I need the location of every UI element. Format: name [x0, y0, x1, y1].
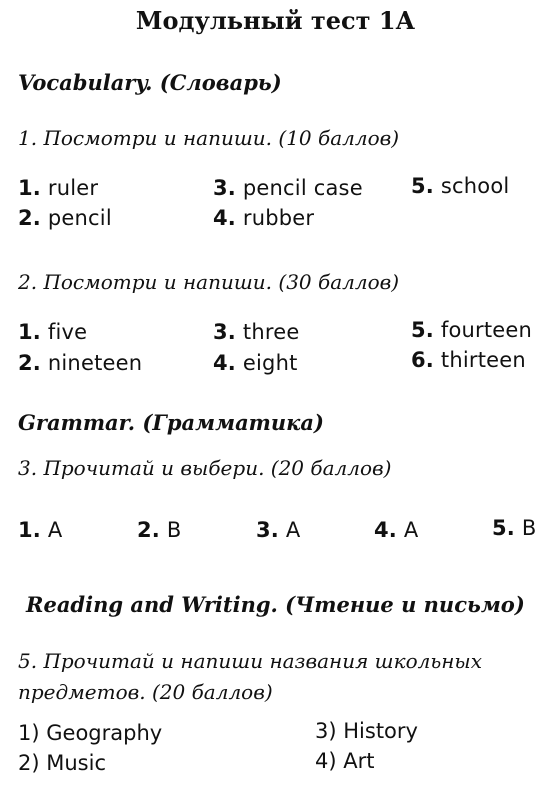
- reading-writing-heading: Reading and Writing. (Чтение и письмо): [26, 592, 525, 617]
- task1-answer-5: [411, 174, 509, 198]
- answer-number: 3.: [213, 320, 236, 344]
- page-title: Модульный тест 1А: [135, 6, 416, 35]
- answer-text: pencil: [47, 206, 112, 230]
- answer-text: A: [285, 518, 301, 542]
- answer-number: 4.: [374, 518, 397, 542]
- task1-answer-4: [213, 206, 314, 230]
- answer-number: 3): [315, 719, 337, 743]
- vocabulary-heading: Vocabulary. (Словарь): [18, 70, 282, 95]
- answer-number: 5.: [411, 318, 434, 342]
- answer-text: A: [47, 518, 63, 542]
- task1-instruction: 1. Посмотри и напиши. (10 баллов): [18, 126, 400, 150]
- grammar-heading: Grammar. (Грамматика): [18, 410, 324, 435]
- task1-answer-2: [18, 206, 112, 230]
- answer-text: B: [521, 516, 537, 540]
- task2-answer-2: [18, 351, 142, 375]
- answer-number: 3.: [213, 176, 236, 200]
- answer-text: eight: [242, 351, 298, 375]
- task2-answer-6: [411, 348, 526, 372]
- task5-answer-2: [18, 751, 106, 775]
- task1-answer-1: [18, 176, 98, 200]
- answer-number: 6.: [411, 348, 434, 372]
- answer-number: 1.: [18, 320, 41, 344]
- task5-answer-3: [315, 719, 418, 743]
- answer-number: 5.: [492, 516, 515, 540]
- task3-answer-2: [137, 518, 182, 542]
- answer-text: A: [403, 518, 419, 542]
- answer-number: 2.: [18, 206, 41, 230]
- answer-text: ruler: [47, 176, 99, 200]
- task3-instruction: 3. Прочитай и выбери. (20 баллов): [18, 456, 392, 480]
- answer-text: fourteen: [440, 318, 533, 342]
- task3-answer-1: [18, 518, 62, 542]
- answer-text: Art: [343, 749, 375, 773]
- task3-answer-5: [492, 516, 537, 540]
- answer-text: school: [440, 174, 510, 198]
- answer-text: three: [242, 320, 300, 344]
- answer-number: 1.: [18, 518, 41, 542]
- answer-text: History: [343, 719, 418, 743]
- answer-number: 4.: [213, 206, 236, 230]
- answer-number: 3.: [256, 518, 279, 542]
- task5-answer-4: [315, 749, 374, 773]
- task2-answer-3: [213, 320, 299, 344]
- task2-answer-1: [18, 320, 87, 344]
- answer-number: 5.: [411, 174, 434, 198]
- task1-answer-3: [213, 176, 363, 200]
- answer-text: Geography: [46, 721, 163, 745]
- answer-number: 4): [315, 749, 337, 773]
- answer-text: nineteen: [47, 351, 143, 375]
- answer-number: 4.: [213, 351, 236, 375]
- task3-answer-4: [374, 518, 418, 542]
- answer-text: rubber: [242, 206, 315, 230]
- answer-text: thirteen: [440, 348, 526, 372]
- answer-number: 1): [18, 721, 40, 745]
- task5-answer-1: [18, 721, 162, 745]
- answer-number: 2.: [18, 351, 41, 375]
- task2-answer-5: [411, 318, 532, 342]
- task2-instruction: 2. Посмотри и напиши. (30 баллов): [18, 270, 400, 294]
- answer-text: five: [47, 320, 88, 344]
- answer-number: 2): [18, 751, 40, 775]
- answer-text: B: [166, 518, 182, 542]
- answer-number: 1.: [18, 176, 41, 200]
- task3-answer-3: [256, 518, 300, 542]
- answer-text: pencil case: [242, 176, 363, 200]
- answer-text: Music: [46, 751, 106, 775]
- answer-number: 2.: [137, 518, 160, 542]
- task5-instruction: 5. Прочитай и напиши названия школьных предметов. (20 баллов): [18, 649, 482, 704]
- task2-answer-4: [213, 351, 298, 375]
